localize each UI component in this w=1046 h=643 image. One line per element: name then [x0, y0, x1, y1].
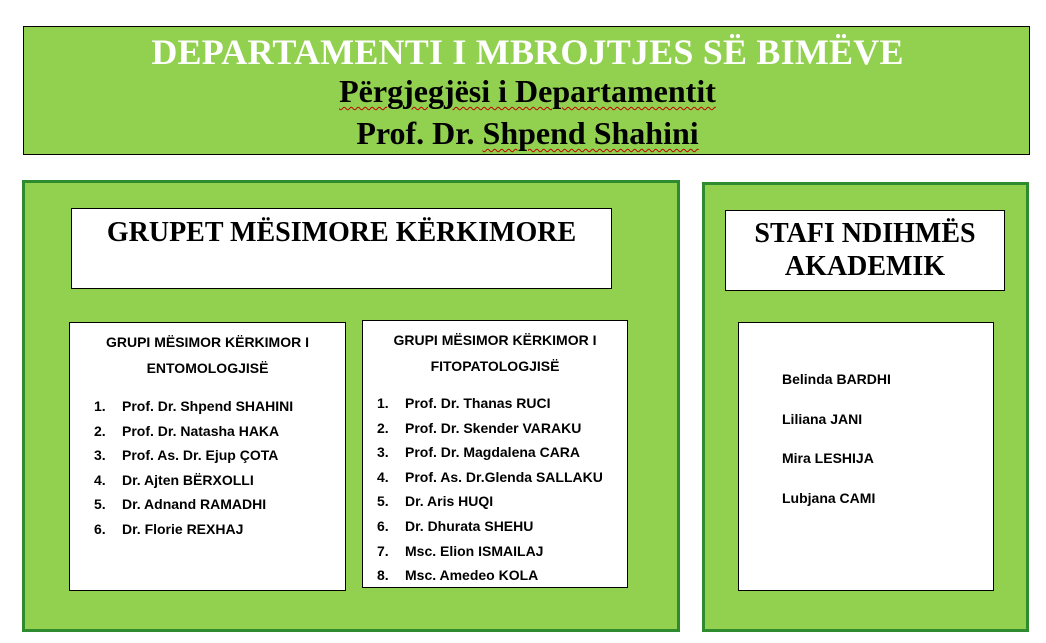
list-item: Liliana JANI [782, 410, 863, 427]
list-item: 5. Dr. Adnand RAMADHI [94, 496, 267, 513]
entomology-member-list [94, 394, 293, 542]
phytopathology-group-heading: GRUPI MËSIMOR KËRKIMOR I FITOPATOLOGJISË [393, 332, 597, 374]
staff-list [782, 368, 891, 526]
list-item: 2. Prof. Dr. Natasha HAKA [94, 422, 280, 439]
list-item: 2. Prof. Dr. Skender VARAKU [377, 419, 582, 436]
head-role: Përgjegjësi i Departamentit [339, 73, 716, 109]
assistant-staff-box [738, 322, 994, 591]
phytopathology-member-list [377, 391, 603, 588]
list-item: 1. Prof. Dr. Shpend SHAHINI [94, 398, 294, 414]
assistant-staff-title: STAFI NDIHMËS AKADEMIK [725, 210, 1005, 291]
list-item: 8. Msc. Amedeo KOLA [377, 567, 539, 584]
list-item: 3. Prof. Dr. Magdalena CARA [377, 444, 581, 461]
department-header [23, 26, 1030, 155]
list-item: 6. Dr. Dhurata SHEHU [377, 517, 534, 534]
head-name-prefix: Prof. Dr. [356, 115, 475, 151]
list-item: 1. Prof. Dr. Thanas RUCI [377, 395, 551, 411]
list-item: Mira LESHIJA [782, 450, 874, 466]
list-item: 3. Prof. As. Dr. Ejup ÇOTA [94, 447, 279, 464]
teaching-groups-title: GRUPET MËSIMORE KËRKIMORE [71, 208, 612, 289]
department-title: DEPARTAMENTI I MBROJTJES SË BIMËVE [151, 32, 904, 72]
list-item: 5. Dr. Aris HUQI [377, 493, 494, 510]
list-item: Belinda BARDHI [782, 371, 891, 387]
head-name: Shpend Shahini [482, 115, 699, 151]
phytopathology-group-box [362, 320, 628, 588]
entomology-group-box [69, 322, 346, 591]
list-item: 4. Prof. As. Dr.Glenda SALLAKU [377, 468, 603, 485]
list-item: 7. Msc. Elion ISMAILAJ [377, 542, 544, 559]
entomology-group-heading: GRUPI MËSIMOR KËRKIMOR I ENTOMOLOGJISË [105, 334, 309, 376]
list-item: 4. Dr. Ajten BËRXOLLI [94, 471, 254, 488]
list-item: Lubjana CAMI [782, 489, 876, 506]
list-item: 6. Dr. Florie REXHAJ [94, 520, 244, 537]
